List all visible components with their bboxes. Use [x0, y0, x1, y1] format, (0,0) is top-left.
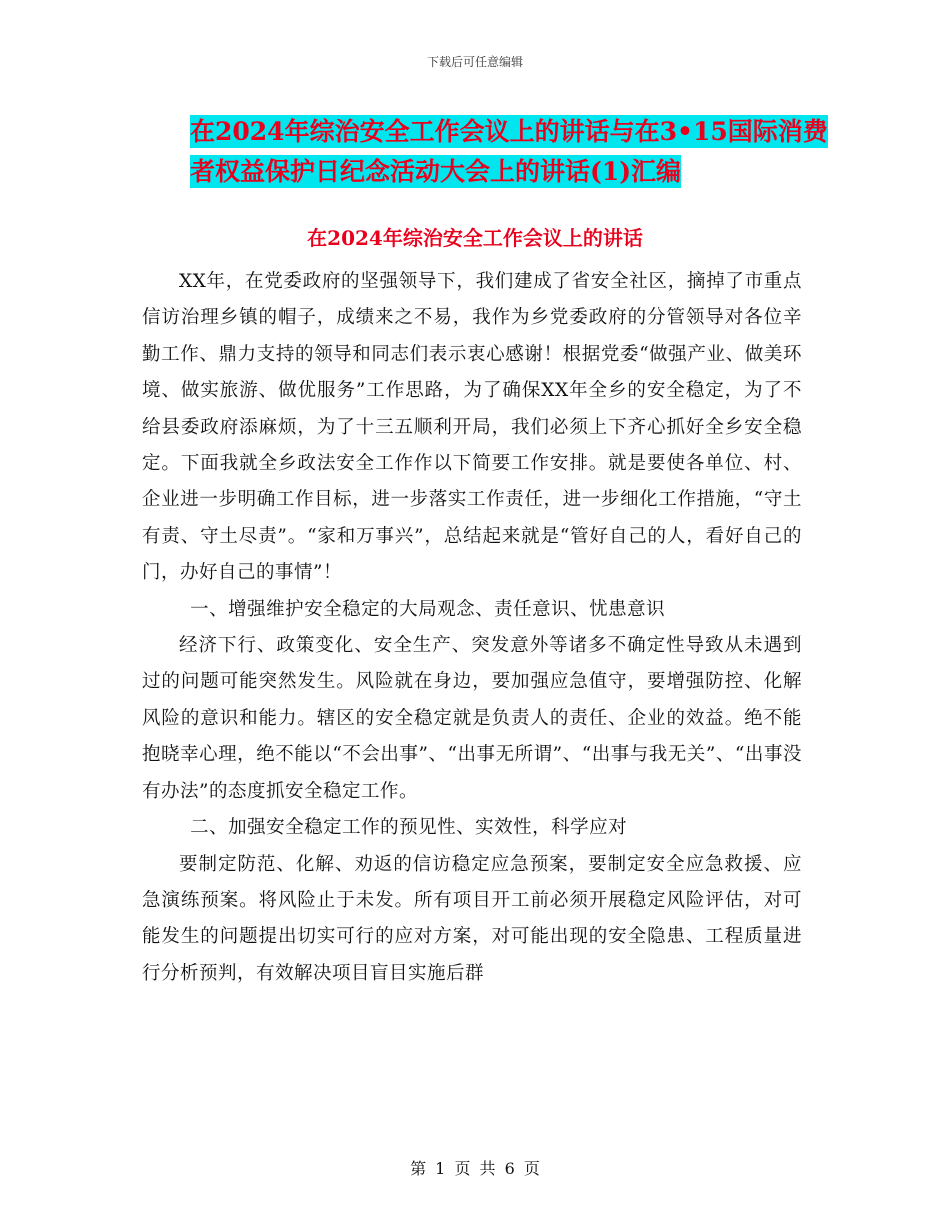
section-heading-1: 一、增强维护安全稳定的大局观念、责任意识、忧患意识 — [190, 598, 666, 620]
main-title-highlight: 在2024年综治安全工作会议上的讲话与在3•15国际消费者权益保护日纪念活动大会上的讲话(1)汇编 — [190, 117, 828, 186]
document-main-title — [190, 112, 830, 192]
body-paragraph: XX年，在党委政府的坚强领导下，我们建成了省安全社区，摘掉了市重点信访治理乡镇的帽子，成绩来之不易，我作为乡党委政府的分管领导对各位辛勤工作、鼎力支持的领导和同志们表示衷心感谢！根据党委“做强产业、做美环境、做实旅游、做优服务”工作思路，为了确保XX年全乡的安全稳定，为了不给县委政府添麻烦，为了十三五顺利开局，我们必须上下齐心抓好全乡安全稳定。下面我就全乡政法安全工作作以下简要工作安排。就是要使各单位、村、企业进一步明确工作目标，进一步落实工作责任，进一步细化工作措施，“守土有责、守土尽责”。“家和万事兴”，总结起来就是“管好自己的人，看好自己的门，办好自己的事情”！ — [142, 271, 802, 584]
page-header-note: 下载后可任意编辑 — [426, 55, 523, 69]
section-heading-2: 二、加强安全稳定工作的预见性、实效性，科学应对 — [190, 817, 628, 839]
body-paragraph: 经济下行、政策变化、安全生产、突发意外等诸多不确定性导致从未遇到过的问题可能突然发生。风险就在身边，要加强应急值守，要增强防控、化解风险的意识和能力。辖区的安全稳定就是负责人的责任、企业的效益。绝不能抱晓幸心理，绝不能以“不会出事”、“出事无所谓”、“出事与我无关”、“出事没有办法”的态度抓安全稳定工作。 — [142, 635, 802, 802]
section-title: 在2024年综治安全工作会议上的讲话 — [307, 226, 643, 250]
body-text — [142, 264, 802, 992]
page-footer: 第 1 页 共 6 页 — [410, 1159, 540, 1178]
body-paragraph: 要制定防范、化解、劝返的信访稳定应急预案，要制定安全应急救援、应急演练预案。将风险止于未发。所有项目开工前必须开展稳定风险评估，对可能发生的问题提出切实可行的应对方案，对可能出现的安全隐患、工程质量进行分析预判，有效解决项目盲目实施后群 — [142, 853, 802, 984]
